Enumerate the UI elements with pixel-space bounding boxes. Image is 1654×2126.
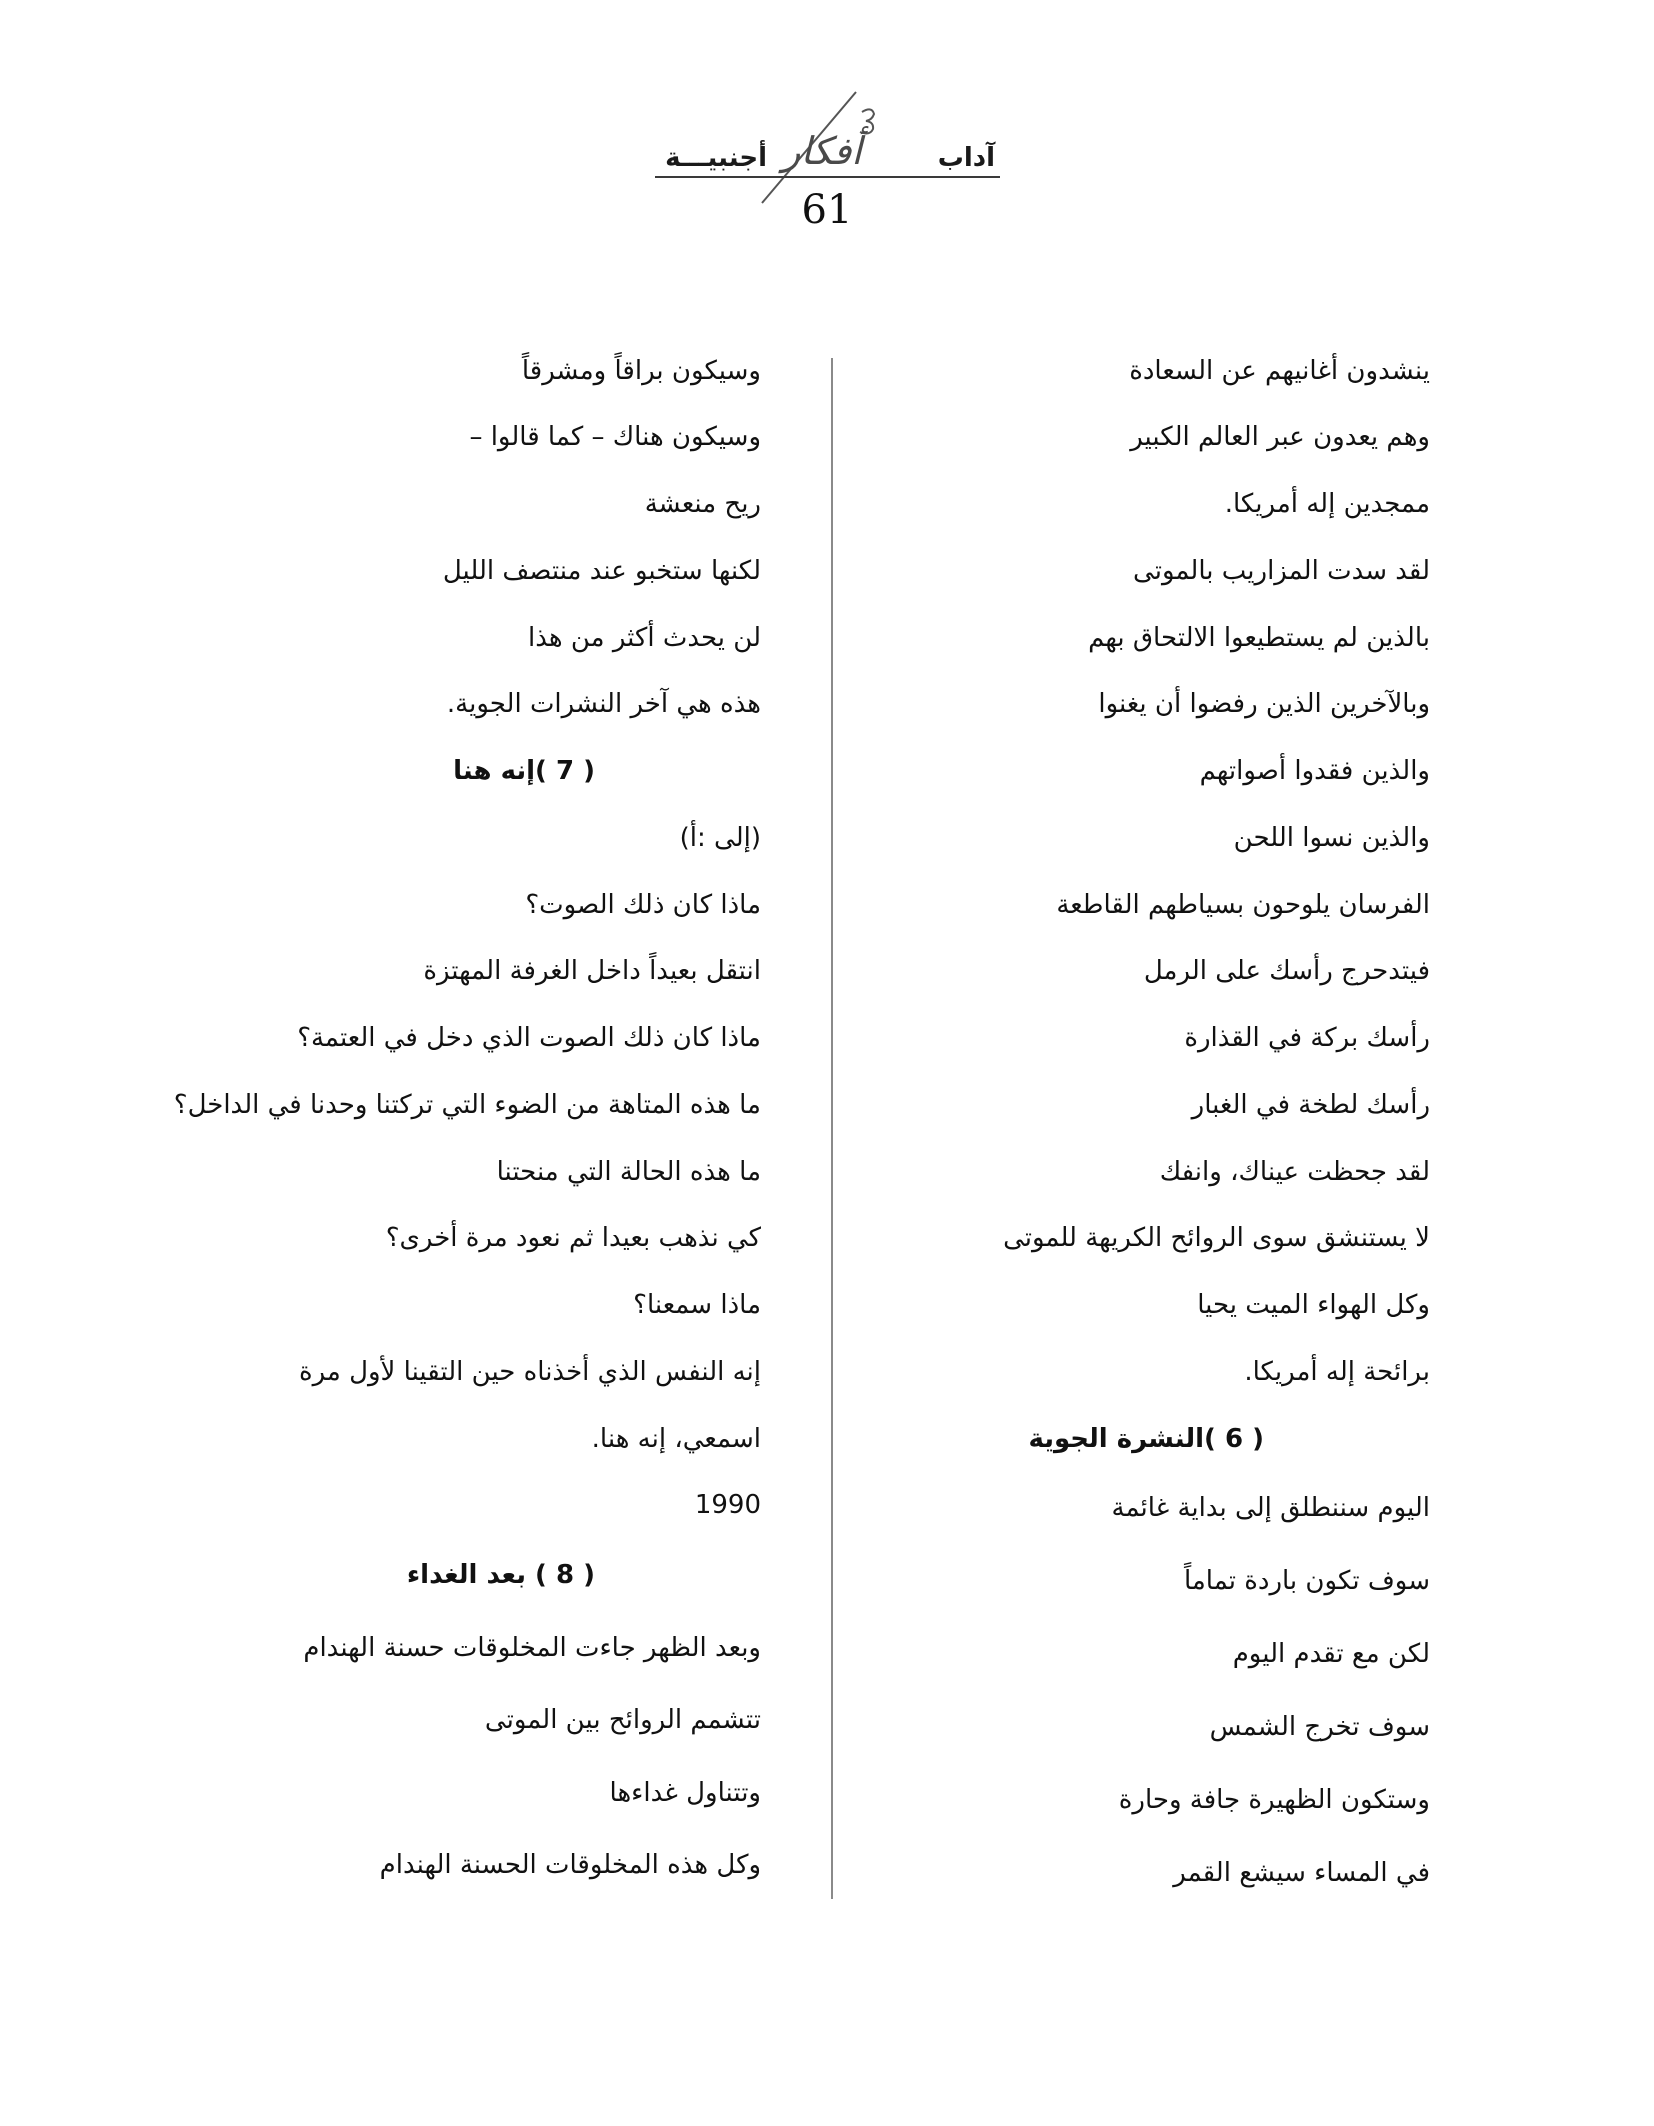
poem-line: ما هذه الحالة التي منحتنا [496, 1156, 761, 1187]
poem-line: كي نذهب بعيدا ثم نعود مرة أخرى؟ [385, 1223, 761, 1254]
column-divider [831, 358, 833, 1899]
poem-line: فيتدحرج رأسك على الرمل [1143, 956, 1430, 987]
poem-line: ينشدون أغانيهم عن السعادة [1129, 355, 1430, 386]
poem-line: لكنها ستخبو عند منتصف الليل [442, 555, 761, 586]
section-heading: ( 7 )إنه هنا [453, 756, 595, 787]
poem-line: وسيكون براقاً ومشرقاً [521, 355, 761, 386]
section-label-foreign: أجنبيـــة [665, 143, 767, 173]
poem-line: إنه النفس الذي أخذناه حين التقينا لأول مرة [298, 1356, 761, 1387]
right-column [810, 338, 1430, 1911]
poem-line: تتشمم الروائح بين الموتى [484, 1705, 761, 1736]
poem-line: وبعد الظهر جاءت المخلوقات حسنة الهندام [303, 1632, 761, 1663]
poem-line: ماذا كان ذلك الصوت الذي دخل في العتمة؟ [297, 1023, 761, 1054]
poem-line: انتقل بعيداً داخل الغرفة المهتزة [423, 956, 761, 987]
poem-line: اسمعي، إنه هنا. [591, 1423, 761, 1454]
logo-lettering: أفكار [782, 129, 862, 173]
poem-line: ممجدين إله أمريكا. [1224, 489, 1430, 520]
poem-line: بالذين لم يستطيعوا الالتحاق بهم [1088, 622, 1430, 653]
header-rule [655, 176, 1000, 178]
poem-line: ريح منعشة [644, 489, 761, 520]
poem-line: ماذا كان ذلك الصوت؟ [525, 889, 761, 920]
poem-line: وبالآخرين الذين رفضوا أن يغنوا [1098, 689, 1430, 720]
poem-line: رأسك بركة في القذارة [1184, 1023, 1430, 1054]
section-label-adab: آداب [937, 143, 995, 173]
poem-line: سوف تخرج الشمس [1209, 1712, 1430, 1743]
poem-line: هذه هي آخر النشرات الجوية. [446, 689, 761, 720]
poem-line: لكن مع تقدم اليوم [1232, 1639, 1430, 1670]
poem-line: في المساء سيشع القمر [1173, 1858, 1430, 1889]
section-heading: ( 8 ) بعد الغداء [406, 1560, 595, 1591]
poem-line: وكل الهواء الميت يحيا [1197, 1290, 1430, 1321]
poem-line: لا يستنشق سوى الروائح الكريهة للموتى [1003, 1223, 1430, 1254]
poem-line: لقد جحظت عيناك، وانفك [1159, 1156, 1430, 1187]
poem-line: والذين فقدوا أصواتهم [1199, 756, 1430, 787]
poem-line: رأسك لطخة في الغبار [1191, 1089, 1430, 1120]
poem-line: لن يحدث أكثر من هذا [527, 622, 761, 653]
poem-dedication: (إلى :أ) [679, 822, 761, 853]
page-number: 61 [801, 187, 853, 233]
poem-line: وستكون الظهيرة جافة وحارة [1118, 1785, 1430, 1816]
poem-line: وسيكون هناك – كما قالوا – [469, 422, 761, 453]
poem-line: ماذا سمعنا؟ [633, 1290, 761, 1321]
poem-line: وكل هذه المخلوقات الحسنة الهندام [379, 1850, 761, 1881]
poem-line: اليوم سننطلق إلى بداية غائمة [1111, 1493, 1430, 1524]
poem-line: وتتناول غداءها [609, 1777, 761, 1808]
section-heading: ( 6 )النشرة الجوية [1028, 1423, 1264, 1454]
poem-line: وهم يعدون عبر العالم الكبير [1130, 422, 1430, 453]
poem-line: ما هذه المتاهة من الضوء التي تركتنا وحدنا في الداخل؟ [173, 1089, 761, 1120]
poem-line: والذين نسوا اللحن [1233, 822, 1430, 853]
poem-line: الفرسان يلوحون بسياطهم القاطعة [1056, 889, 1430, 920]
poem-year: 1990 [694, 1490, 761, 1521]
poem-line: لقد سدت المزاريب بالموتى [1133, 555, 1430, 586]
poem-line: سوف تكون باردة تماماً [1183, 1566, 1430, 1597]
left-column [41, 338, 761, 1902]
poem-line: برائحة إله أمريكا. [1244, 1356, 1430, 1387]
